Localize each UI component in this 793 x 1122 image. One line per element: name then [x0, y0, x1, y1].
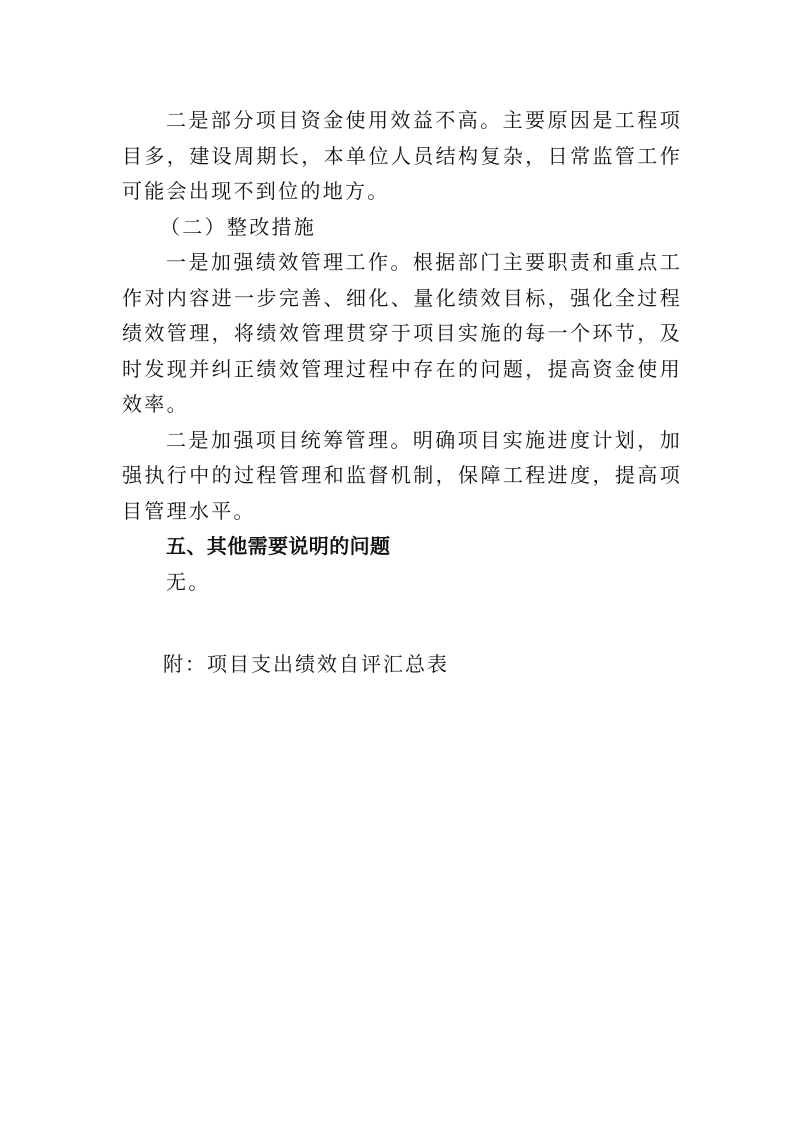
document-body	[122, 103, 682, 600]
paragraph-measure-two: 二是加强项目统筹管理。明确项目实施进度计划，加强执行中的过程管理和监督机制，保障工程进度，提高项目管理水平。	[122, 427, 682, 523]
paragraph-problem-two: 二是部分项目资金使用效益不高。主要原因是工程项目多，建设周期长，本单位人员结构复杂，日常监管工作可能会出现不到位的地方。	[122, 108, 682, 203]
section-heading-other-issues: 五、其他需要说明的问题	[166, 534, 391, 558]
paragraph-other-issues-content: 无。	[166, 569, 211, 594]
section-heading-rectification: （二）整改措施	[160, 214, 317, 239]
paragraph-measure-one: 一是加强绩效管理工作。根据部门主要职责和重点工作对内容进一步完善、细化、量化绩效目标，强化全过程绩效管理，将绩效管理贯穿于项目实施的每一个环节，及时发现并纠正绩效管理过程中存在的问题，提高资金使用效率。	[122, 250, 682, 416]
attachment-note: 附：项目支出绩效自评汇总表	[163, 652, 449, 676]
